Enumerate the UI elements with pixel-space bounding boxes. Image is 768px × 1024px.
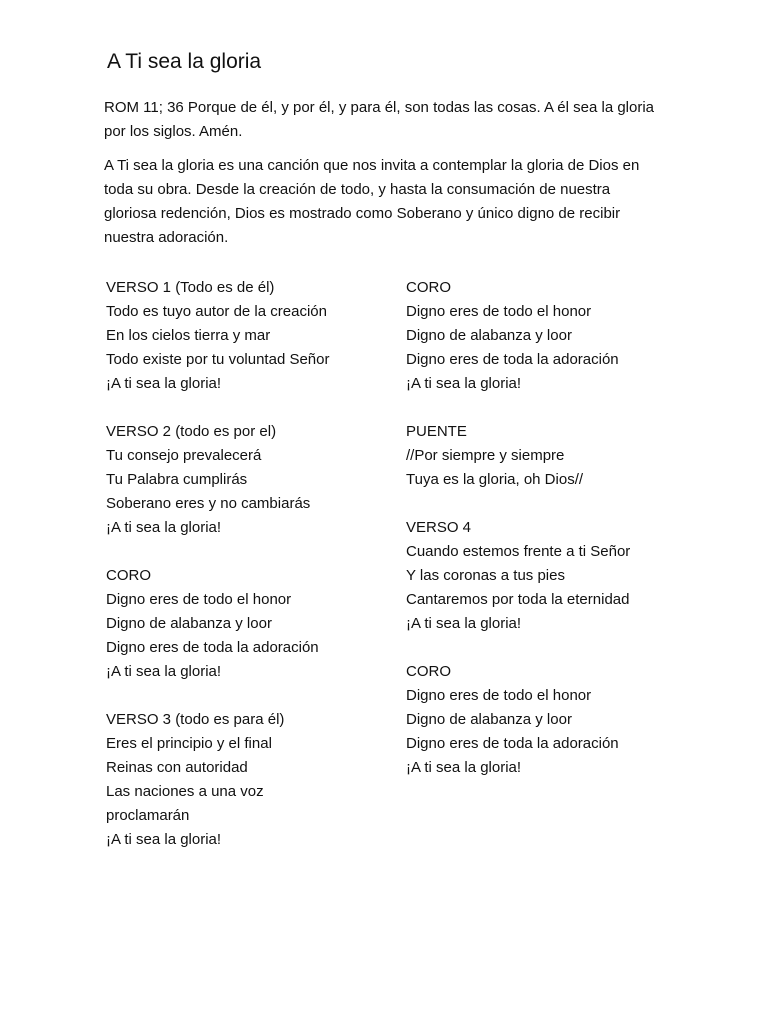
lyrics-right-column (406, 276, 696, 804)
section-heading: CORO (106, 567, 151, 584)
lyric-line: Todo es tuyo autor de la creación (106, 303, 327, 320)
lyrics-section (106, 708, 396, 852)
lyric-line: proclamarán (106, 807, 190, 824)
section-heading: PUENTE (406, 423, 467, 440)
lyrics-section (406, 420, 696, 492)
lyric-line: Digno eres de todo el honor (406, 303, 592, 320)
lyric-line: Digno eres de toda la adoración (106, 639, 319, 656)
lyric-line: Tu consejo prevalecerá (106, 447, 262, 464)
lyric-line: ¡A ti sea la gloria! (106, 375, 222, 392)
lyric-line: ¡A ti sea la gloria! (106, 831, 222, 848)
lyric-line: En los cielos tierra y mar (106, 327, 271, 344)
lyric-line: Digno eres de todo el honor (406, 687, 592, 704)
section-heading: VERSO 1 (Todo es de él) (106, 279, 275, 296)
lyrics-section (106, 276, 396, 396)
lyric-line: Reinas con autoridad (106, 759, 248, 776)
lyric-line: Todo existe por tu voluntad Señor (106, 351, 330, 368)
lyric-line: Digno eres de toda la adoración (406, 735, 619, 752)
lyric-line: Digno de alabanza y loor (106, 615, 272, 632)
lyrics-section (406, 276, 696, 396)
section-heading: VERSO 3 (todo es para él) (106, 711, 285, 728)
lyrics-section (406, 516, 696, 636)
lyrics-section (406, 660, 696, 780)
lyric-line: Tu Palabra cumplirás (106, 471, 248, 488)
lyrics-section (106, 420, 396, 540)
lyric-line: Eres el principio y el final (106, 735, 272, 752)
section-heading: CORO (406, 663, 451, 680)
lyric-line: Digno de alabanza y loor (406, 327, 572, 344)
section-heading: CORO (406, 279, 451, 296)
lyric-line: Tuya es la gloria, oh Dios// (406, 471, 584, 488)
lyric-line: ¡A ti sea la gloria! (106, 663, 222, 680)
lyric-line: Cuando estemos frente a ti Señor (406, 543, 631, 560)
lyric-line: ¡A ti sea la gloria! (406, 615, 522, 632)
lyric-line: Digno eres de todo el honor (106, 591, 292, 608)
section-heading: VERSO 4 (406, 519, 472, 536)
lyric-line: Digno eres de toda la adoración (406, 351, 619, 368)
section-heading: VERSO 2 (todo es por el) (106, 423, 277, 440)
lyric-line: Soberano eres y no cambiarás (106, 495, 311, 512)
page-title: A Ti sea la gloria (107, 50, 262, 73)
lyric-line: Y las coronas a tus pies (406, 567, 565, 584)
lyric-line: Cantaremos por toda la eternidad (406, 591, 630, 608)
lyrics-section (106, 564, 396, 684)
lyric-line: ¡A ti sea la gloria! (406, 759, 522, 776)
lyric-line: ¡A ti sea la gloria! (106, 519, 222, 536)
lyric-line: ¡A ti sea la gloria! (406, 375, 522, 392)
lyric-line: Digno de alabanza y loor (406, 711, 572, 728)
lyric-line: Las naciones a una voz (106, 783, 264, 800)
lyric-line: //Por siempre y siempre (406, 447, 565, 464)
verse-reference: ROM 11; 36 Porque de él, y por él, y para él, son todas las cosas. A él sea la gloria por los siglos. Amén. (104, 99, 655, 140)
lyrics-left-column (106, 276, 396, 876)
song-description: A Ti sea la gloria es una canción que nos invita a contemplar la gloria de Dios en toda su obra. Desde la creación de todo, y hasta la consumación de nuestra gloriosa redención, Dios es mostrado como Soberano y único digno de recibir nuestra adoración. (104, 157, 640, 246)
